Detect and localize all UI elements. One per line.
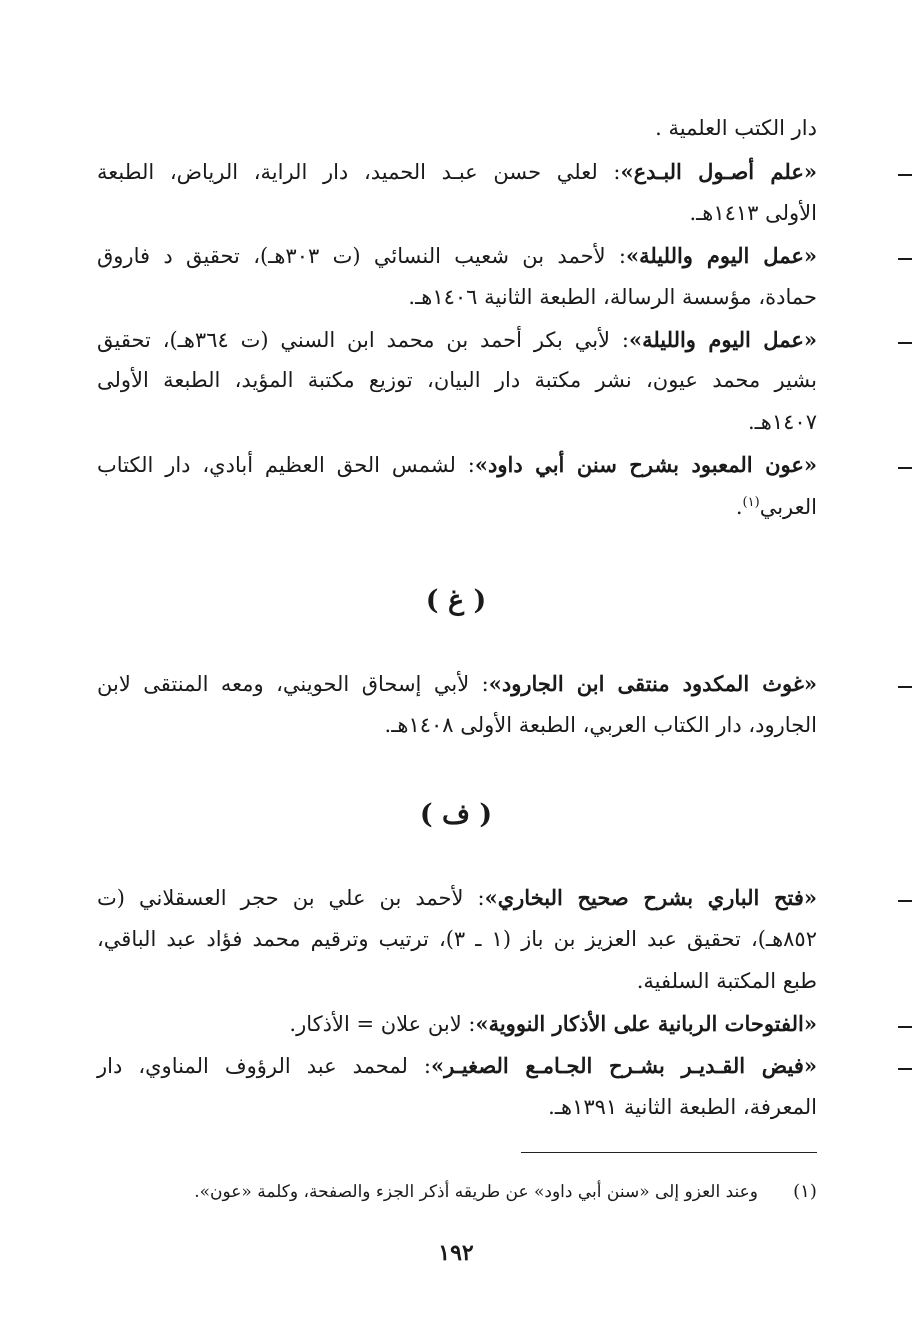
bibliography-entry — [97, 329, 817, 351]
entry-dash — [898, 258, 912, 260]
entry-line — [97, 203, 817, 224]
text-line: ١٤٠٧هـ. — [747, 410, 817, 434]
text-tail: . — [735, 495, 743, 519]
text-line: الأولى ١٤١٣هـ. — [689, 201, 817, 225]
entry-dash — [898, 686, 912, 688]
entry-text: : لعلي حسن عبـد الحميد، دار الراية، الرياض، الطبعة — [97, 160, 621, 184]
entry-title: «عمل اليوم والليلة» — [625, 243, 817, 268]
text-line: العربي — [759, 495, 817, 519]
text-line: دار الكتب العلمية . — [655, 116, 817, 140]
entry-dash — [898, 1026, 912, 1028]
entry-line — [97, 412, 817, 433]
footnote-separator — [521, 1152, 817, 1153]
entry-text: : لأحمد بن شعيب النسائي (ت ٣٠٣هـ)، تحقيق د فاروق — [97, 244, 626, 268]
text-line: طبع المكتبة السلفية. — [636, 969, 817, 993]
entry-text: : لمحمد عبد الرؤوف المناوي، دار — [97, 1054, 431, 1078]
entry-text: : لأبي إسحاق الحويني، ومعه المنتقى لابن — [97, 672, 489, 696]
entry-title: «علم أصـول البـدع» — [620, 159, 817, 184]
entry-title: «فيض القـديـر بشـرح الجـامـع الصغيـر» — [430, 1053, 818, 1078]
footnote-ref[interactable]: (١) — [742, 495, 760, 510]
bibliography-entry — [97, 887, 817, 909]
bibliography-entry — [97, 1013, 817, 1035]
text-line: حمادة، مؤسسة الرسالة، الطبعة الثانية ١٤٠٦هـ. — [408, 285, 817, 309]
entry-text: : لأبي بكر أحمد بن محمد ابن السني (ت ٣٦٤هـ)، تحقيق — [97, 328, 629, 352]
entry-line — [97, 971, 817, 992]
entry-line — [97, 929, 817, 950]
entry-title: «عمل اليوم والليلة» — [628, 327, 818, 352]
entry-continuation-line — [97, 118, 817, 139]
entry-dash — [898, 174, 912, 176]
entry-line — [97, 496, 817, 518]
bibliography-entry — [97, 673, 817, 695]
entry-dash — [898, 467, 912, 469]
section-heading-ghain: ( غ ) — [425, 585, 487, 616]
entry-title: «فتح الباري بشرح صحيح البخاري» — [484, 885, 817, 910]
bibliography-entry — [97, 1055, 817, 1077]
bibliography-entry — [97, 454, 817, 476]
entry-text: : لابن علان = الأذكار. — [289, 1012, 476, 1036]
section-heading-fa: ( ف ) — [419, 799, 493, 830]
footnote-number: (١) — [793, 1181, 817, 1202]
bibliography-entry — [97, 245, 817, 267]
entry-title: «الفتوحات الربانية على الأذكار النووية» — [475, 1011, 817, 1036]
entry-text: : لشمس الحق العظيم أبادي، دار الكتاب — [97, 453, 475, 477]
footnote-text: وعند العزو إلى «سنن أبي داود» عن طريقه أذكر الجزء والصفحة، وكلمة «عون». — [194, 1182, 758, 1202]
entry-title: «عون المعبود بشرح سنن أبي داود» — [474, 452, 818, 477]
page-number: ١٩٢ — [438, 1240, 474, 1266]
entry-dash — [898, 1068, 912, 1070]
text-line: ٨٥٢هـ)، تحقيق عبد العزيز بن باز (١ ـ ٣)، ترتيب وترقيم محمد فؤاد عبد الباقي، — [97, 927, 817, 951]
bibliography-entry — [97, 161, 817, 183]
entry-line — [97, 1097, 817, 1118]
text-line: الجارود، دار الكتاب العربي، الطبعة الأولى ١٤٠٨هـ. — [384, 713, 817, 737]
entry-line — [97, 715, 817, 736]
text-line: المعرفة، الطبعة الثانية ١٣٩١هـ. — [548, 1095, 817, 1119]
entry-dash — [898, 900, 912, 902]
text-line: بشير محمد عيون، نشر مكتبة دار البيان، توزيع مكتبة المؤيد، الطبعة الأولى — [97, 368, 817, 392]
entry-title: «غوث المكدود منتقى ابن الجارود» — [488, 671, 817, 696]
entry-line — [97, 287, 817, 308]
entry-text: : لأحمد بن علي بن حجر العسقلاني (ت — [97, 886, 485, 910]
entry-line — [97, 370, 817, 391]
entry-dash — [898, 342, 912, 344]
